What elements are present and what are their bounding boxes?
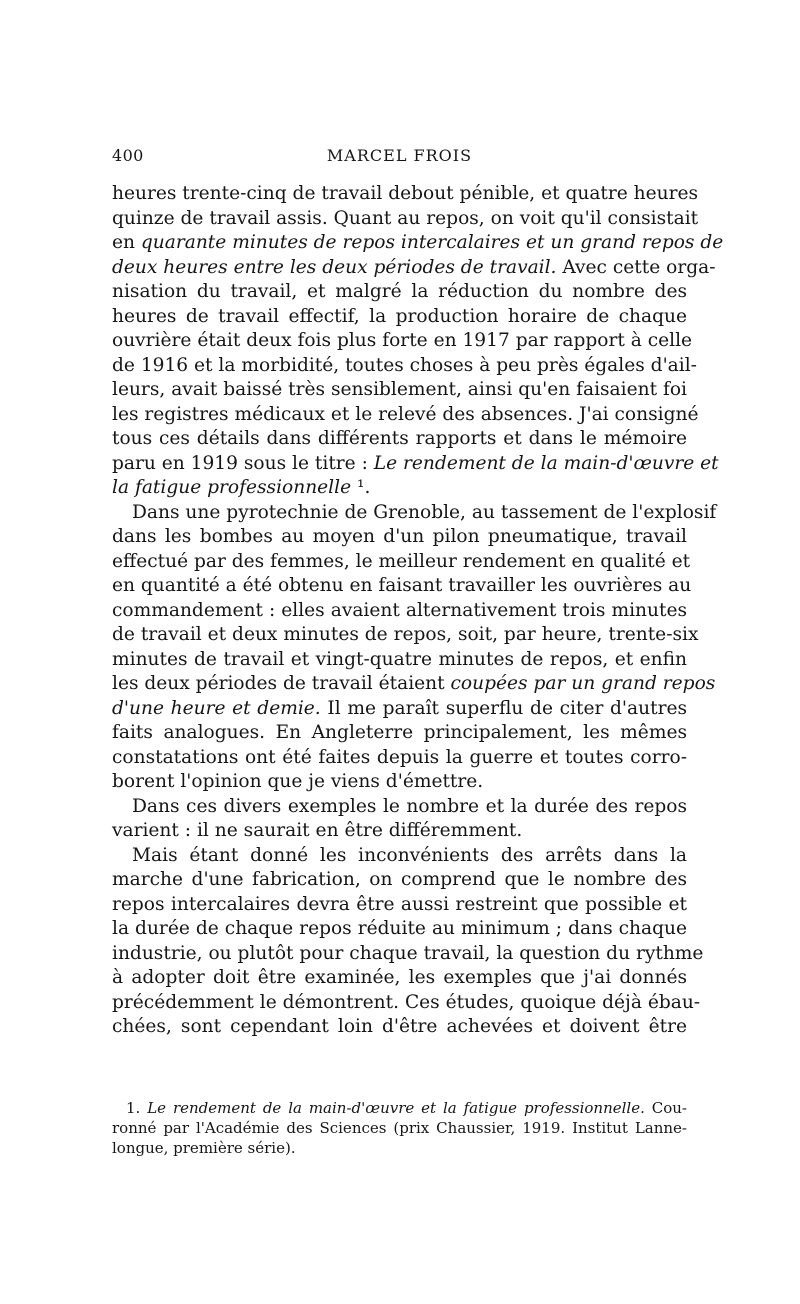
text-line [112, 231, 724, 256]
italic-fragment: quarante minutes de repos intercalaires et un grand repos de [140, 232, 724, 253]
running-title: MARCEL FROIS [326, 146, 473, 165]
text-line: repos intercalaires devra être aussi restreint que possible et [112, 893, 687, 915]
page-header [112, 146, 687, 172]
text-line: constatations ont été faites depuis la guerre et toutes corro- [112, 746, 687, 768]
text-fragment: les deux périodes de travail étaient [112, 673, 451, 694]
text-fragment: en [112, 232, 141, 253]
italic-fragment: coupées par un grand repos [450, 673, 716, 694]
text-line: chées, sont cependant loin d'être achevées et doivent être [112, 1016, 687, 1037]
text-line: faits analogues. En Angleterre principalement, les mêmes [112, 722, 687, 743]
italic-fragment: d'une heure et demie. [112, 697, 321, 719]
text-line: de 1916 et la morbidité, toutes choses à peu près égales d'ail- [112, 354, 697, 376]
text-line: quinze de travail assis. Quant au repos, on voit qu'il consistait [112, 207, 699, 229]
italic-fragment: Le rendement de la main-d'œuvre et [373, 452, 719, 474]
text-line [112, 452, 719, 477]
text-line [112, 672, 716, 697]
text-line: tous ces détails dans différents rapports et dans le mémoire [112, 428, 687, 449]
text-line [112, 256, 716, 281]
text-fragment: paru en 1919 sous le titre : [112, 452, 374, 474]
footnote-line: longue, première série). [112, 1139, 296, 1157]
text-line: borent l'opinion que je viens d'émettre. [112, 771, 484, 792]
text-line: ouvrière était deux fois plus forte en 1917 par rapport à celle [112, 330, 693, 351]
italic-fragment: deux heures entre les deux périodes de travail. [112, 256, 557, 278]
page-number: 400 [112, 146, 144, 165]
text-line: heures trente-cinq de travail debout pénible, et quatre heures [112, 183, 699, 204]
text-line: les registres médicaux et le relevé des absences. J'ai consigné [112, 403, 699, 425]
footnote-line: ronné par l'Académie des Sciences (prix Chaussier, 1919. Institut Lanne- [112, 1119, 687, 1137]
italic-fragment: la fatigue professionnelle [112, 477, 352, 498]
body-text [112, 182, 724, 1040]
text-line: heures de travail effectif, la production horaire de chaque [112, 305, 687, 327]
text-line: dans les bombes au moyen d'un pilon pneumatique, travail [112, 526, 687, 547]
footnote-marker: 1. [126, 1099, 148, 1117]
paragraph-start: Dans ces divers exemples le nombre et la durée des repos [132, 795, 687, 817]
text-line [112, 697, 687, 722]
text-fragment: Avec cette orga- [556, 256, 716, 278]
text-line: nisation du travail, et malgré la réduction du nombre des [112, 281, 687, 302]
text-line: la durée de chaque repos réduite au minimum ; dans chaque [112, 918, 687, 939]
text-line: industrie, ou plutôt pour chaque travail, la question du rythme [112, 942, 704, 964]
text-line: marche d'une fabrication, on comprend que le nombre des [112, 869, 687, 890]
footnote-ref: ¹. [351, 477, 371, 498]
text-line: minutes de travail et vingt-quatre minutes de repos, et enfin [112, 648, 687, 670]
footnote-line [112, 1098, 687, 1118]
text-fragment: Cou- [644, 1099, 687, 1117]
text-line: de travail et deux minutes de repos, soit, par heure, trente-six [112, 624, 699, 645]
paragraph-start: Dans une pyrotechnie de Grenoble, au tassement de l'explosif [132, 501, 717, 523]
text-line: effectué par des femmes, le meilleur rendement en qualité et [112, 550, 691, 572]
text-line: commandement : elles avaient alternativement trois minutes [112, 599, 687, 621]
paragraph-start: Mais étant donné les inconvénients des arrêts dans la [132, 844, 687, 866]
text-line: à adopter doit être examinée, les exemples que j'ai donnés [112, 967, 687, 988]
text-line: précédemment le démontrent. Ces études, quoique déjà ébau- [112, 991, 701, 1013]
text-line: varient : il ne saurait en être différemment. [112, 820, 523, 841]
text-line: en quantité a été obtenu en faisant travailler les ouvrières au [112, 575, 692, 596]
footnote-title: Le rendement de la main-d'œuvre et la fatigue professionnelle. [147, 1099, 645, 1117]
footnote [112, 1098, 687, 1158]
text-line [112, 476, 687, 501]
text-line: leurs, avait baissé très sensiblement, ainsi qu'en faisaient foi [112, 379, 687, 400]
text-fragment: Il me paraît superflu de citer d'autres [320, 697, 687, 719]
